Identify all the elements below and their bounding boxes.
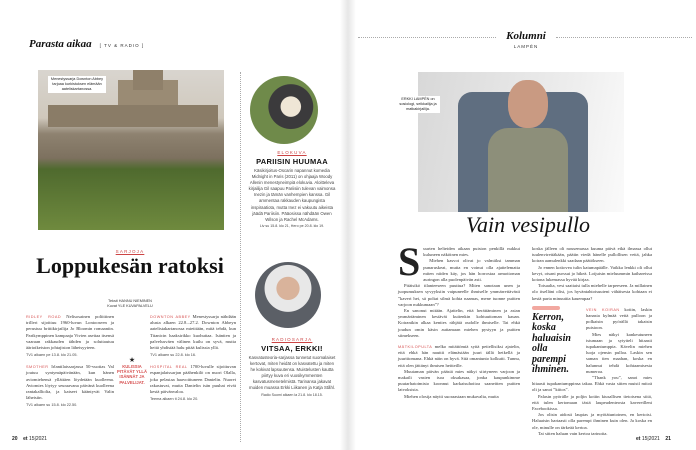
spine-shadow (340, 0, 356, 450)
paragraph-lead: VEIN KOIRAN (586, 307, 620, 312)
item-lead: DOWNTON ABBEY (150, 315, 191, 319)
kicker: SARJOJA (115, 249, 145, 254)
radio-meta: Radio Suomi alkaen la 21.8. klo 18.15. (261, 392, 323, 397)
photo-caption: Menestyssarja Downton Abbey tarjoaa kurkistuksen elämään aateliskartanossa. (48, 76, 106, 93)
credit-text: Teksti HANNU NIEMINEN (108, 299, 152, 303)
paragraph: Miehen olosija näytti suoraastaan mukavalta, mutta (404, 393, 499, 399)
paragraph: uurten helteiden aikaan puiston penkillä nukkui kuluneen näköinen mies. (423, 246, 520, 258)
paragraph: ”Thank you”, sanoi mies hitaasti tupakantumppinsa takaa. Ehkä vasta sitten muistí mitoä oli ja sanoi ”kiitos”. (532, 375, 652, 393)
paragraph: Miehen kasvot olivat jo valmiiksi tamman punaruskeat, mutta en voinut olla ajattelematta miten niiden käy, jos hän horrostaa armottoman auringon alla puolenpäivän asti. (423, 258, 520, 283)
rule-left (358, 37, 496, 38)
radio-text: Kasvatusteoria-sarjassa tunnetut suomalaiset kertovat, miten heidät on kasvatettu ja miten he kokivat lapsuutensa. Muistelusten kautta piirtyy kuva eri vuosikymmenten kasvatusmenetelmistä. Tarinansa jakavat muiden muassa Erkki Liikanen ja Katja Ståhl. (248, 355, 336, 391)
item-text: 1700-luvulle sijoittuvan espanjalaissarjan päähenkilö on nuori Olalla, joka pelastaa haavoittuneen Danielin. Nuoret rakastuvat, mutta Danielin isän puuhat eivät kestä päivänvaloa. (150, 364, 236, 395)
downton-abbey-photo (38, 70, 224, 230)
midnight-in-paris-photo (250, 76, 318, 144)
item-ridley-road (26, 314, 114, 358)
column-divider (240, 72, 241, 442)
column-title: Vain vesipullo (466, 212, 591, 237)
rule-right (556, 37, 692, 38)
highlight-mark (532, 306, 560, 310)
drop-cap: S (398, 239, 421, 284)
item-text: Irlantilaissarjassa 50-vuotias Val joutuu syntymäpäivänään, kun hänen aviomiehensä yllättäen löydetään kuolleena. Aviomies löytyy seuraavana päivänä kuolleena rantakalliolta, ja katseet kääntyvät Valin läheisiin. (26, 364, 114, 401)
column-col-2 (532, 246, 652, 437)
columnist-photo (418, 72, 624, 212)
section-title: Parasta aikaa (29, 38, 92, 50)
issue-number: 15|2021 (641, 436, 660, 442)
film-kicker: ELOKUVA (277, 150, 307, 155)
page-footer (636, 436, 671, 442)
item-hospital-real (150, 364, 236, 402)
item-lead: RIDLEY ROAD (26, 315, 62, 319)
item-meta: TV1 alkaen pe 13.8. klo 21.05. (26, 353, 78, 358)
radio-body (248, 355, 336, 398)
section-header (29, 34, 144, 52)
paragraph: Tai sitten haluan vain kertoa tarinoita. (538, 430, 608, 436)
items-column-left (26, 314, 114, 414)
column-col-1 (398, 239, 520, 400)
paragraph: En sanonut mitään. Ajattelin, että herättäminen ja asian ymmärtäminen kestävät kuitenkin kohtuuttoman kauan. Koiranikin alkaa kenties rähjätä oudolle ihmiselle. Tai ehkä joudun omin käsin auttamaan miehen pystyyn ja puitten siimekseen. (398, 308, 520, 338)
item-text: Menestyssarja nähdään alusta alkaen 22.8.–27.2. Downton Abbeyn aatelistakartanossa mietitään, mitä tehdä, kun Titanicin haaksirikko kuohuttaa. Isäntien ja palvelusväen välinen kuilu on syvä, mutta heitä yhdistää halu pitää kulissia yllä. (150, 314, 236, 351)
page-number: 20 (12, 436, 18, 442)
magazine-name: et (23, 436, 28, 442)
item-meta: TV1 alkaen su 22.8. klo 16. (150, 353, 197, 358)
column-pull-quote (532, 306, 582, 376)
paragraph: Toisaalta, vesi saattaisi tulla miehelle tarpeeseen. Ja millainen olo itselläni olisi, jos hyväntahtoisuuteni vähäisesta kohtaan ei kestä parta minuuttia kauempaa? (532, 283, 652, 301)
film-title: PARIISIN HUUMAA (256, 157, 328, 166)
item-meta: TV1 alkaen su 15.8. klo 22.50. (26, 403, 78, 408)
magazine-name: et (636, 436, 641, 442)
right-page (356, 0, 696, 450)
pull-quote-text: Kerron, koska haluaisin olla parempi ihminen. (532, 311, 571, 376)
section-title: Kolumni (506, 30, 546, 42)
section-tag: [ TV & RADIO ] (99, 43, 145, 48)
film-text: Käsikirjoitus-Oscarin napannut komedia Midnight in Paris (2011) on ohjaaja Woody Allenin menestyneimpiä elokuvia. Aloitteleva kirjailija Gil saapuu Pariisiin tulevan vaimonsa Inezin ja tämän vanhempien kanssa. Gil ammentaa rakkauden kaupungista inspiraatiota, mutta Inez ei vakuutu aikeista jäädä Pariisiin. Pääosissa nähdään Owen Wilson ja Rachel McAdams. (248, 168, 336, 222)
radio-title: VITSAA, ERKKI! (261, 344, 323, 353)
issue-number: 15|2021 (28, 436, 47, 442)
item-lead: HOSPITAL REAL (150, 365, 188, 370)
item-text: Nelisosainen poliittinen trilleri sijoittuu 1960-luvun Lontooseen ja perustuu brittikirjailija Jo Bloomin romaaniin. Parikymppinen kampaaja Vivien asettaa itsensä vaaraan rakkauden tähden ja soluttautuu äärioikeiston johtajiston läheisyyteen. (26, 314, 114, 351)
film-meta: Liv su 15.8. klo 21, Hero pe 20.8. klo 19. (259, 223, 325, 228)
paragraph: kotiin, laskin hanasta kylmää vettä pulloon ja polkaisin pyörällä takaisin puistoon. (586, 306, 652, 331)
paragraph-lead: MÄTKILOPULTA (398, 345, 433, 350)
star-icon: ★ (128, 356, 136, 364)
item-meta: Teema alkaen ti 24.8. klo 20. (150, 397, 199, 402)
paragraph: Jos olisin aidosti laupias ja myötätuntoinen, en kertoisi. Haluaisin hartaasti olla parempi ihminen kuin olen. Ja koska en ole, minulle on tärkeää kertoa. (532, 412, 652, 430)
item-lead: SMOTHER (26, 365, 49, 370)
item-downton-abbey (150, 314, 236, 358)
article-title: Loppukesän ratoksi (36, 253, 224, 278)
columnist-caption: ERKKI LAMPÉN on sosiologi, seikkailija ja matkakirjailija. (396, 96, 440, 113)
credits (30, 299, 230, 309)
author-tag: LAMPÉN (513, 44, 539, 49)
film-body (248, 168, 336, 229)
paragraph: Pitäisikö tilanteeseen puuttua? Miten sanotaan unen ja juopumuksen syvyyksiin vaipuneelle ihmiselle ymmärrettävästi ”kaveri hei, sä poltat silmä kohta naamas, mene tuonne puitten varjoon nukkumaan”? (398, 283, 520, 307)
paragraph: Muutaman päivän päästä mies näkyi siirtyneen varjoon ja makaili vasten isoa oksakasaa, jonka kaupunkimme puutarhatoimisto koonnut karkaisuhoitoa saaneitten puitten latvoksista. (398, 368, 520, 393)
items-column-right (150, 314, 236, 408)
paragraph: koska jälleen oli nousemassa kuuma päivä eikä ilmassa ollut tuulenvirettäkään, päätin viedä hänelle pullollisen vettä, jahka koiran aamulenkki saadaan päätökseen. (532, 246, 652, 264)
paragraph: Palasin pyörälle ja poljin kotiin kiusallisen tietoisena siitä, että tulen kertomaan tästä laupeudenteosta kavereilleni Facebookissa. (532, 393, 652, 412)
paragraph: melko mitättömiä syitä petiellisiksi ajatelin, että ehkä hän nauttii elämästään juuri tällä hetkellä ja juurittomana. Ehkä näin on hyvä. Sitä omantunto kolkutti. Tunnu, että olen jättänyt ihmisen heitteille. (398, 344, 520, 368)
page-footer (12, 436, 47, 442)
paragraph: Jo ennen kotiovea tulin katumapäälle. Vaikka lenkki oli ollut kevyt, otsani purssui jo hikeä. Loijuisin mieluummin kaihareissa kotona lukemassa hyvää kirjaa. (532, 264, 652, 283)
page-number: 21 (665, 436, 671, 442)
item-smother (26, 364, 114, 408)
credit-photo: Kuvat YLE KUVAPALVELU (107, 304, 153, 308)
radio-kicker: RADIOSARJA (271, 337, 313, 342)
paragraph: Mies näkyi kankeutuneen istumaan ja sytytteli hitaasti tupakantumppia. Kävelin miehen luoja ojensin pulloa. Laskin sen saman tien maahan, koska en halunnut tehdä kohtaamisesta numeroa. (586, 331, 652, 374)
pull-quote (116, 356, 148, 385)
radio-host-photo (255, 262, 321, 328)
pull-quote-text: KULISSIA PITÄVÄT YLLÄ ISÄNNÄT JA PALVELIJAT. (117, 364, 147, 385)
